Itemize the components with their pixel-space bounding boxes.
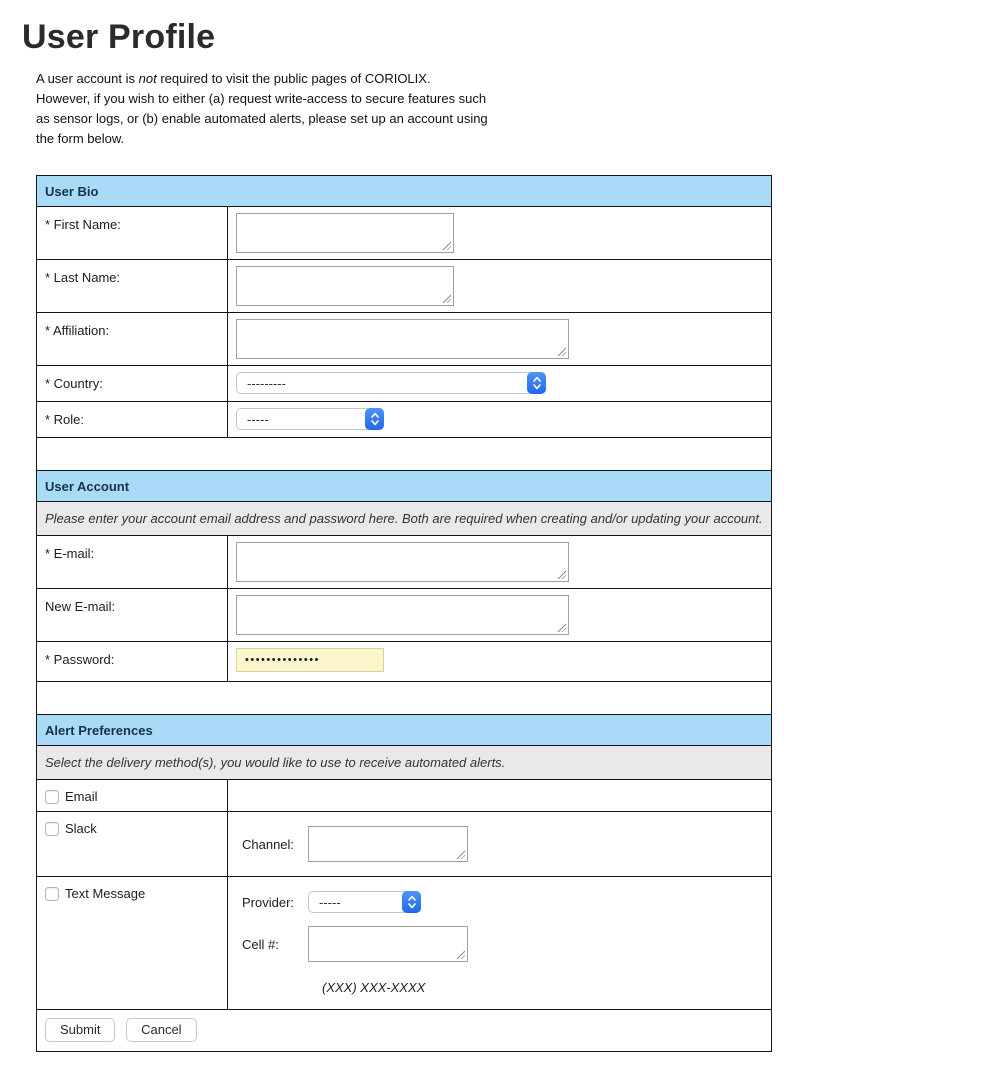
- user-profile-form-table: [36, 175, 772, 1052]
- spacer-row: [37, 438, 772, 471]
- password-input[interactable]: [236, 648, 384, 672]
- text-message-field-cell: [228, 877, 772, 1010]
- password-row: [37, 642, 772, 682]
- resize-grip-icon[interactable]: [455, 849, 465, 859]
- last-name-row: [37, 260, 772, 313]
- select-stepper-icon: [527, 372, 546, 394]
- select-stepper-icon: [402, 891, 421, 913]
- affiliation-textarea[interactable]: [236, 319, 569, 359]
- password-label: * Password:: [37, 642, 228, 682]
- resize-grip-icon[interactable]: [556, 569, 566, 579]
- role-select[interactable]: [236, 408, 384, 430]
- resize-grip-icon[interactable]: [455, 949, 465, 959]
- email-alert-row: [37, 780, 772, 812]
- role-row: [37, 402, 772, 438]
- alert-preferences-section-header: Alert Preferences: [37, 715, 772, 746]
- text-message-checkbox-label: Text Message: [65, 886, 146, 901]
- email-checkbox[interactable]: [45, 790, 59, 804]
- submit-button[interactable]: Submit: [45, 1018, 115, 1042]
- first-name-textarea[interactable]: [236, 213, 454, 253]
- affiliation-label: * Affiliation:: [37, 313, 228, 366]
- slack-checkbox-label: Slack: [65, 821, 97, 836]
- slack-alert-row: [37, 812, 772, 877]
- section-header-row-user-bio: [37, 176, 772, 207]
- user-account-note-row: [37, 502, 772, 536]
- alert-preferences-note: Select the delivery method(s), you would like to use to receive automated alerts.: [37, 746, 772, 780]
- first-name-label: * First Name:: [37, 207, 228, 260]
- cell-number-format-hint: (XXX) XXX-XXXX: [322, 980, 426, 995]
- section-header-row-alert-preferences: [37, 715, 772, 746]
- last-name-textarea[interactable]: [236, 266, 454, 306]
- resize-grip-icon[interactable]: [556, 622, 566, 632]
- slack-channel-label: Channel:: [242, 836, 295, 852]
- country-row: [37, 366, 772, 402]
- user-account-section-header: User Account: [37, 471, 772, 502]
- page-title: User Profile: [22, 18, 216, 56]
- country-label: * Country:: [37, 366, 228, 402]
- cell-number-textarea[interactable]: [308, 926, 468, 962]
- intro-text-after: required to visit the public pages of CORIOLIX. However, if you wish to either (a) request write-access to secure features such as sensor logs, or (b) enable automated alerts, please set up an account using the form below.: [36, 71, 488, 146]
- text-message-alert-cell: [37, 877, 228, 1010]
- resize-grip-icon[interactable]: [441, 240, 451, 250]
- spacer-cell: [37, 438, 772, 471]
- slack-channel-textarea[interactable]: [308, 826, 468, 862]
- affiliation-row: [37, 313, 772, 366]
- last-name-label: * Last Name:: [37, 260, 228, 313]
- role-select-value: -----: [247, 411, 269, 427]
- cancel-button[interactable]: Cancel: [126, 1018, 196, 1042]
- intro-text-italic: not: [138, 71, 157, 86]
- slack-checkbox[interactable]: [45, 822, 59, 836]
- email-checkbox-label: Email: [65, 789, 98, 804]
- intro-paragraph: [36, 69, 488, 149]
- email-row: [37, 536, 772, 589]
- role-label: * Role:: [37, 402, 228, 438]
- buttons-cell: [37, 1010, 772, 1052]
- new-email-row: [37, 589, 772, 642]
- provider-select-value: -----: [319, 894, 341, 910]
- email-textarea[interactable]: [236, 542, 569, 582]
- provider-label: Provider:: [242, 894, 295, 910]
- user-bio-section-header: User Bio: [37, 176, 772, 207]
- new-email-textarea[interactable]: [236, 595, 569, 635]
- new-email-label: New E-mail:: [37, 589, 228, 642]
- text-message-checkbox[interactable]: [45, 887, 59, 901]
- email-alert-empty-cell: [228, 780, 772, 812]
- slack-alert-cell: [37, 812, 228, 877]
- country-select[interactable]: [236, 372, 546, 394]
- buttons-row: [37, 1010, 772, 1052]
- alert-preferences-note-row: [37, 746, 772, 780]
- slack-field-cell: [228, 812, 772, 877]
- spacer-cell: [37, 682, 772, 715]
- cell-number-label: Cell #:: [242, 936, 279, 952]
- country-select-value: ---------: [247, 375, 286, 391]
- intro-text-before: A user account is: [36, 71, 139, 86]
- text-message-alert-row: [37, 877, 772, 1010]
- spacer-row: [37, 682, 772, 715]
- select-stepper-icon: [365, 408, 384, 430]
- resize-grip-icon[interactable]: [441, 293, 451, 303]
- email-alert-cell: [37, 780, 228, 812]
- resize-grip-icon[interactable]: [556, 346, 566, 356]
- section-header-row-user-account: [37, 471, 772, 502]
- provider-select[interactable]: [308, 891, 421, 913]
- first-name-row: [37, 207, 772, 260]
- email-label: * E-mail:: [37, 536, 228, 589]
- user-account-note: Please enter your account email address and password here. Both are required when creating and/or updating your account.: [37, 502, 772, 536]
